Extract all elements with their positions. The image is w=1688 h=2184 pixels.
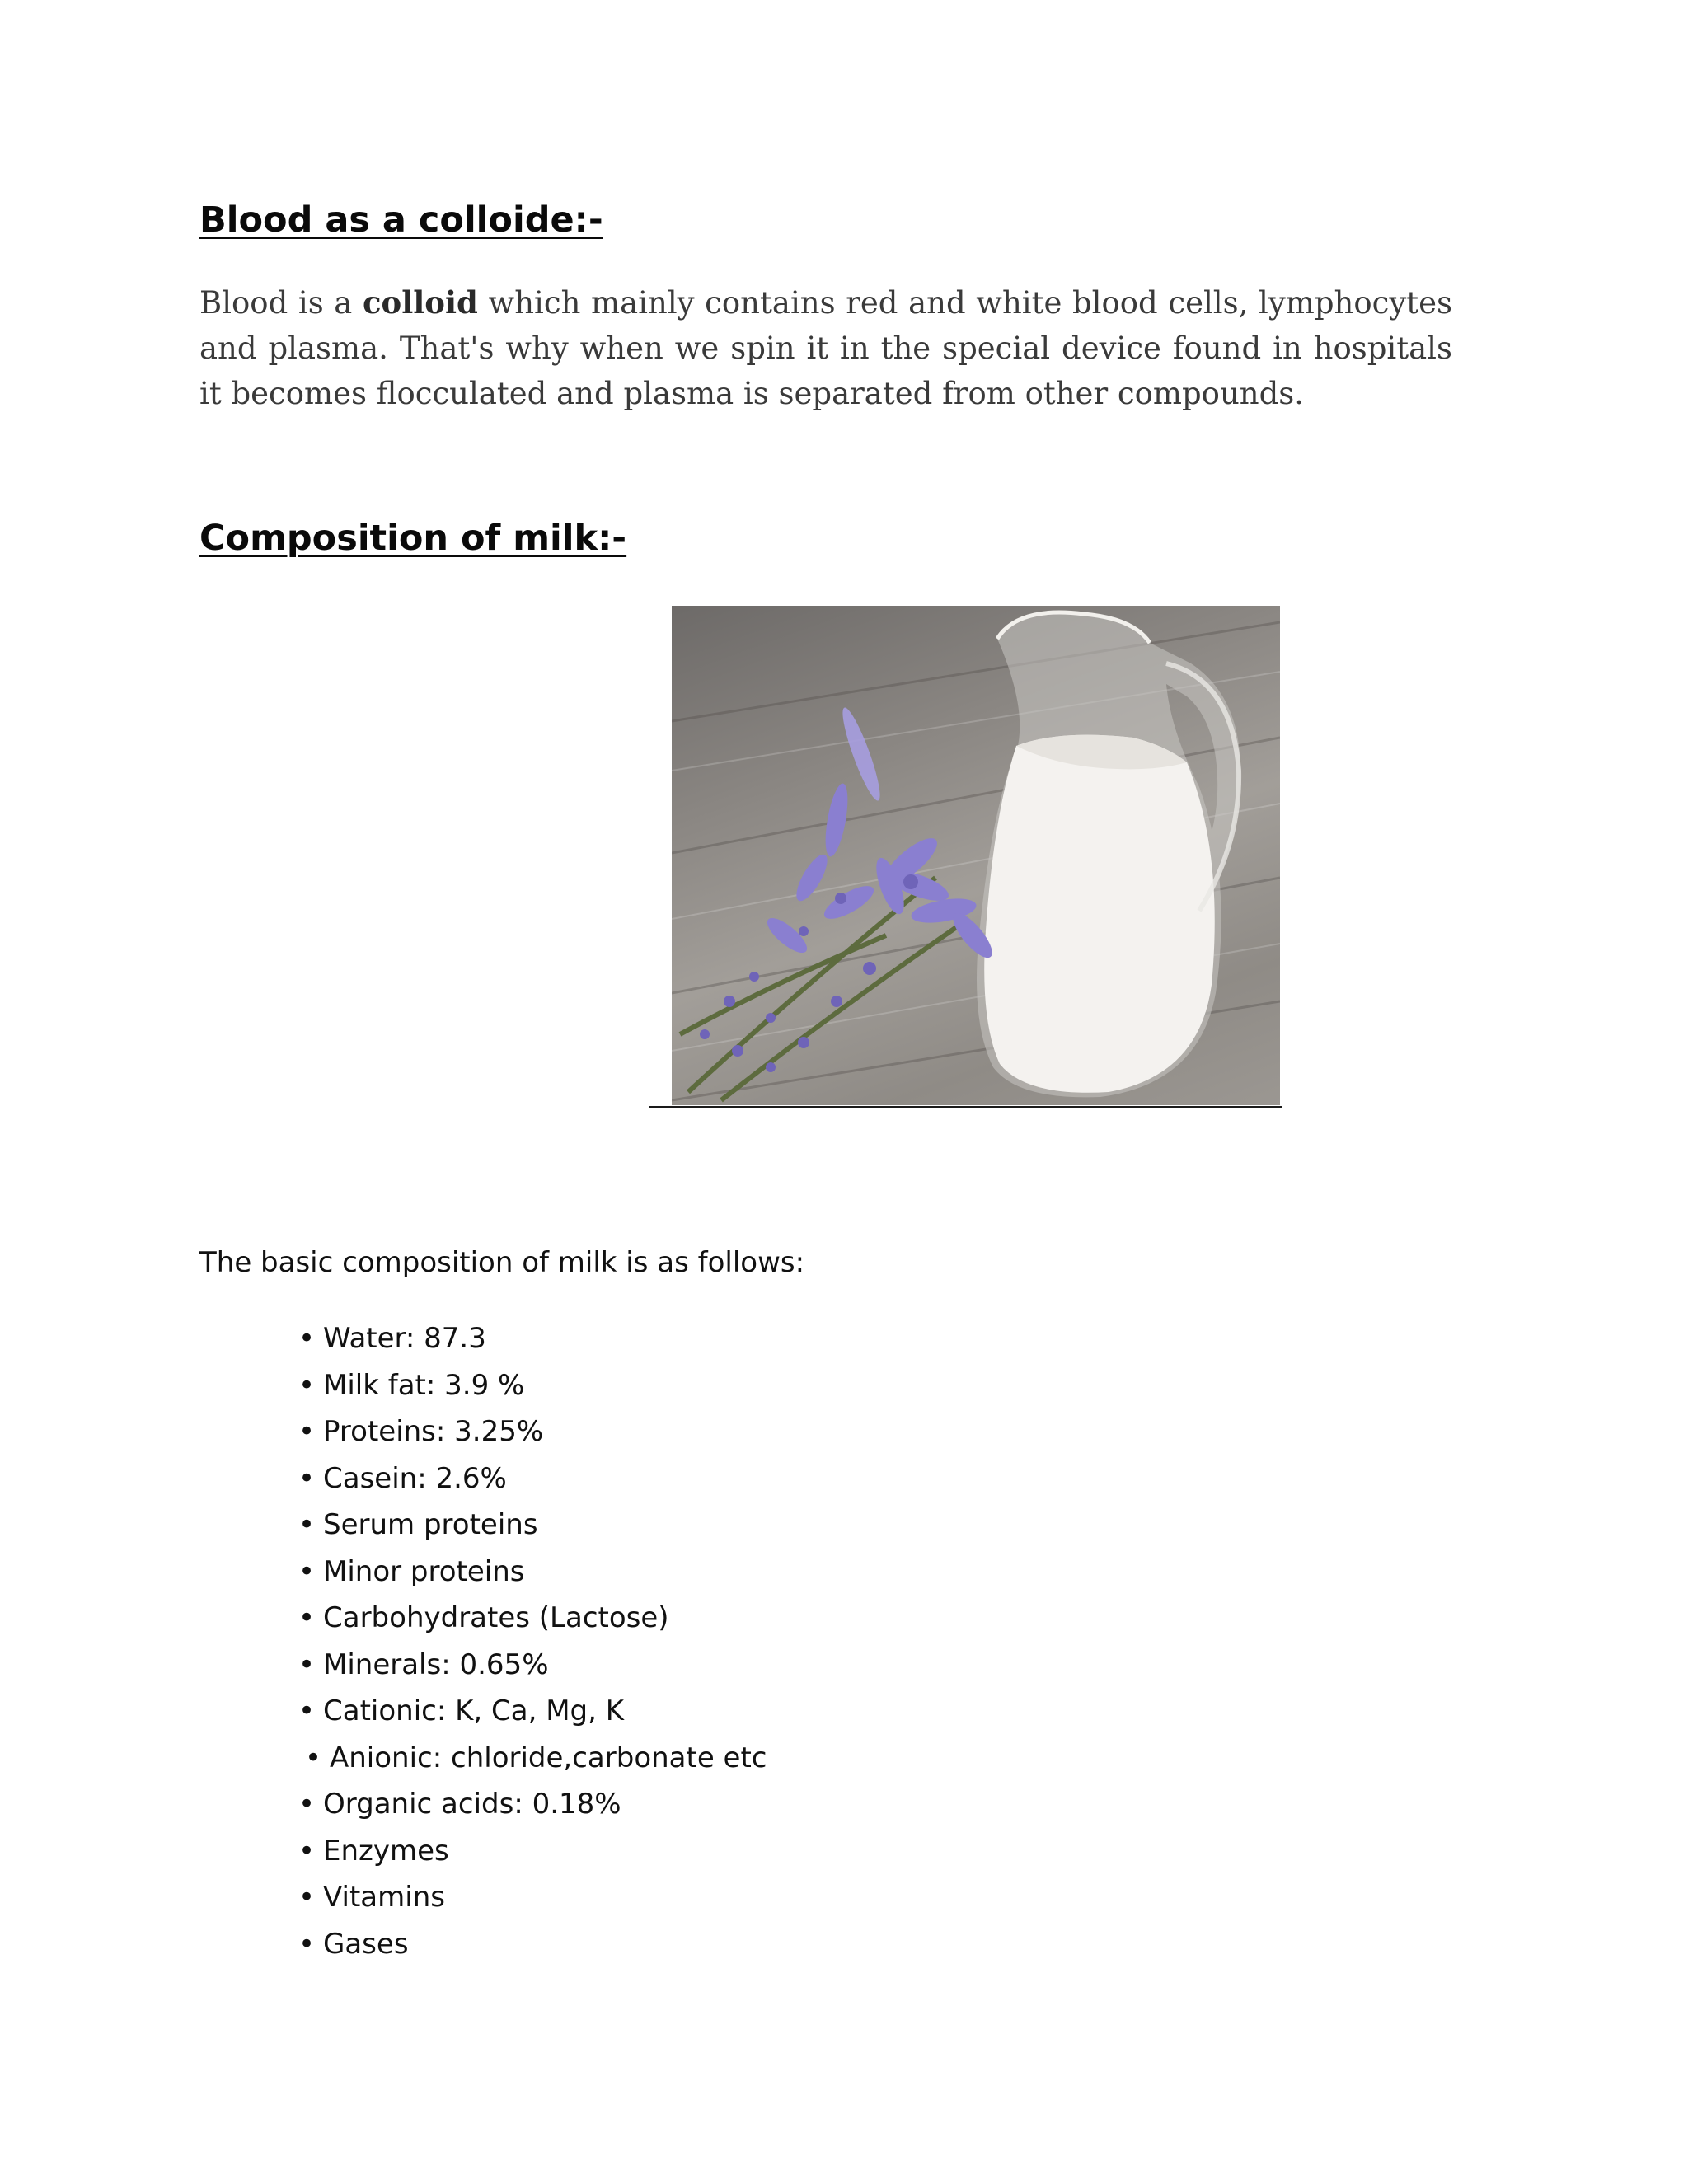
- list-item-text: Organic acids: 0.18%: [323, 1788, 621, 1821]
- list-item: [298, 1642, 767, 1689]
- bullet-icon: •: [298, 1601, 316, 1634]
- bullet-icon: •: [298, 1508, 316, 1541]
- list-item: [298, 1455, 767, 1502]
- bullet-icon: •: [298, 1461, 316, 1495]
- list-item-text: Gases: [323, 1927, 409, 1961]
- list-item: [298, 1315, 767, 1362]
- list-item-text: Proteins: 3.25%: [323, 1415, 544, 1448]
- bullet-icon: •: [298, 1647, 316, 1681]
- list-item: [298, 1688, 767, 1735]
- image-underline-rule: [649, 1106, 1282, 1108]
- list-item: [298, 1408, 767, 1455]
- list-item: [298, 1595, 767, 1642]
- blood-paragraph: [199, 280, 1452, 416]
- bullet-icon: •: [298, 1415, 316, 1448]
- list-item-text: Anionic: chloride,carbonate etc: [330, 1741, 767, 1774]
- list-item-text: Minor proteins: [323, 1554, 525, 1588]
- bullet-icon: •: [298, 1368, 316, 1402]
- list-item-text: Minerals: 0.65%: [323, 1647, 549, 1681]
- list-item-text: Serum proteins: [323, 1508, 538, 1541]
- milk-intro-text: The basic composition of milk is as follows:: [199, 1246, 805, 1279]
- list-item-text: Milk fat: 3.9 %: [323, 1368, 525, 1402]
- bullet-icon: •: [298, 1554, 316, 1588]
- list-item-text: Carbohydrates (Lactose): [323, 1601, 669, 1634]
- list-item-text: Vitamins: [323, 1881, 445, 1914]
- milk-jug-photo: [672, 606, 1280, 1105]
- list-item-text: Water: 87.3: [323, 1322, 486, 1355]
- list-item: [298, 1828, 767, 1875]
- heading-blood-colloid: Blood as a colloide:-: [199, 199, 603, 241]
- milk-composition-list: [298, 1315, 767, 1967]
- bullet-icon: •: [298, 1694, 316, 1727]
- list-item: [298, 1781, 767, 1828]
- blood-text-start: Blood is a: [199, 285, 363, 321]
- blood-text-rest: which mainly contains red and white blood cells, lymphocytes and plasma. That's why when we spin it in the special device found in hospitals it becomes flocculated and plasma is separated from other compounds.: [199, 285, 1452, 411]
- list-item: [298, 1735, 767, 1782]
- bullet-icon: •: [305, 1741, 322, 1774]
- list-item: [298, 1549, 767, 1596]
- bullet-icon: •: [298, 1834, 316, 1868]
- bullet-icon: •: [298, 1788, 316, 1821]
- list-item: [298, 1362, 767, 1409]
- list-item: [298, 1502, 767, 1549]
- heading-milk-composition: Composition of milk:-: [199, 518, 627, 559]
- list-item: [298, 1874, 767, 1921]
- list-item-text: Casein: 2.6%: [323, 1461, 507, 1495]
- list-item-text: Enzymes: [323, 1834, 449, 1868]
- bullet-icon: •: [298, 1322, 316, 1355]
- bullet-icon: •: [298, 1927, 316, 1961]
- list-item-text: Cationic: K, Ca, Mg, K: [323, 1694, 625, 1727]
- list-item: [298, 1921, 767, 1968]
- blood-bold-word: colloid: [362, 284, 478, 321]
- bullet-icon: •: [298, 1881, 316, 1914]
